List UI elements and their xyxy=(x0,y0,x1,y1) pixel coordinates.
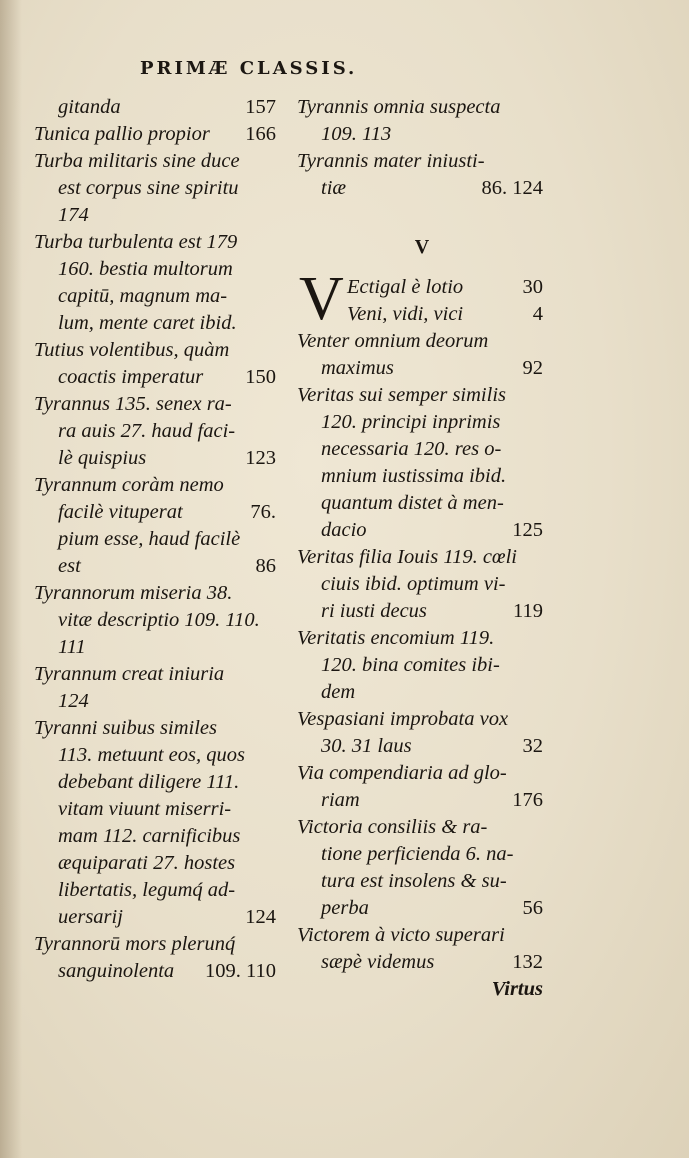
index-entry-line xyxy=(34,256,280,283)
entry-text: lum, mente caret ibid. xyxy=(58,312,237,334)
index-entry-line xyxy=(34,391,280,418)
catchword: Virtus xyxy=(491,978,543,1000)
entry-text: Tyrannum coràm nemo xyxy=(34,474,224,496)
entry-text: sæpè videmus xyxy=(321,951,435,973)
entry-text: Victoria consiliis & ra- xyxy=(297,816,488,838)
index-entry-line xyxy=(297,679,547,706)
entry-text: Tyrannus 135. senex ra- xyxy=(34,393,232,415)
initial-entry-block xyxy=(297,265,547,333)
page-reference: 124 xyxy=(245,906,276,928)
index-entry-line xyxy=(34,364,280,391)
entry-text: dem xyxy=(321,681,356,703)
index-entry-line xyxy=(34,958,280,985)
index-entry-line xyxy=(297,355,547,382)
entry-text: Tutius volentibus, quàm xyxy=(34,339,230,361)
index-entry-line xyxy=(297,598,547,625)
right-column-entries xyxy=(297,328,547,976)
entry-text: Tyrannum creat iniuria xyxy=(34,663,225,685)
entry-text: perba xyxy=(321,897,369,919)
index-entry-line xyxy=(34,607,280,634)
entry-text: vitæ descriptio 109. 110. xyxy=(58,609,260,631)
entry-text: necessaria 120. res o- xyxy=(321,438,502,460)
index-entry-line xyxy=(34,553,280,580)
entry-text: Veritas sui semper similis xyxy=(297,384,506,406)
index-entry-line xyxy=(297,706,547,733)
index-entry-line xyxy=(34,472,280,499)
index-entry-line xyxy=(34,175,280,202)
entry-text: 113. metuunt eos, quos xyxy=(58,744,245,766)
entry-text: Ectigal è lotio xyxy=(347,276,464,298)
entry-text: ra auis 27. haud faci- xyxy=(58,420,236,442)
index-entry-line xyxy=(297,121,547,148)
entry-text: 111 xyxy=(58,636,86,658)
entry-text: libertatis, legumq́ ad- xyxy=(58,879,236,901)
entry-text: riam xyxy=(321,789,360,811)
entry-text: Vespasiani improbata vox xyxy=(297,708,509,730)
index-entry-line xyxy=(297,94,547,121)
entry-text: Veritatis encomium 119. xyxy=(297,627,495,649)
entry-text: æquiparati 27. hostes xyxy=(58,852,236,874)
entry-text: Turba turbulenta est 179 xyxy=(34,231,238,253)
entry-text: Tyrannis mater iniusti- xyxy=(297,150,485,172)
entry-text: Victorem à victo superari xyxy=(297,924,505,946)
index-entry-line xyxy=(297,544,547,571)
entry-text: 174 xyxy=(58,204,89,226)
index-entry-line xyxy=(297,175,547,202)
index-entry-line xyxy=(34,742,280,769)
index-entry-line xyxy=(34,904,280,931)
section-letter-heading: V xyxy=(414,236,430,258)
page-reference: 56 xyxy=(522,897,543,919)
page-reference: 132 xyxy=(512,951,543,973)
entry-text: tione perficienda 6. na- xyxy=(321,843,514,865)
index-entry-line xyxy=(297,814,547,841)
entry-text: tiæ xyxy=(321,177,347,199)
index-entry-line xyxy=(297,760,547,787)
page-reference: 157 xyxy=(245,96,276,118)
index-entry-line xyxy=(297,868,547,895)
index-entry-line xyxy=(34,94,280,121)
index-entry-line xyxy=(34,526,280,553)
index-entry-line xyxy=(297,382,547,409)
entry-text: gitanda xyxy=(58,96,121,118)
page-reference: 4 xyxy=(532,303,543,325)
index-entry-line xyxy=(297,436,547,463)
index-entry-line xyxy=(34,580,280,607)
entry-text: sanguinolenta xyxy=(58,960,175,982)
entry-text: ri iusti decus xyxy=(321,600,427,622)
entry-text: Turba militaris sine duce xyxy=(34,150,240,172)
entry-text: 30. 31 laus xyxy=(321,735,412,757)
entry-text: Tyrannis omnia suspecta xyxy=(297,96,501,118)
index-entry-line xyxy=(34,148,280,175)
entry-text: 109. 113 xyxy=(321,123,392,145)
entry-text: 160. bestia multorum xyxy=(58,258,233,280)
page-reference: 125 xyxy=(512,519,543,541)
entry-text: ciuis ibid. optimum vi- xyxy=(321,573,506,595)
entry-text: est corpus sine spiritu xyxy=(58,177,239,199)
entry-text: Tyrannorū mors plerunq́ xyxy=(34,933,236,955)
index-entry-line xyxy=(34,931,280,958)
index-entry-line xyxy=(297,922,547,949)
index-entry-line xyxy=(34,418,280,445)
index-entry-line xyxy=(34,634,280,661)
index-entry-line xyxy=(34,877,280,904)
entry-text: quantum distet à men- xyxy=(321,492,504,514)
entry-text: mam 112. carnificibus xyxy=(58,825,241,847)
entry-text: Tyranni suibus similes xyxy=(34,717,217,739)
entry-text: 124 xyxy=(58,690,89,712)
index-entry-line xyxy=(297,328,547,355)
entry-text: Veni, vidi, vici xyxy=(347,303,464,325)
entry-text: maximus xyxy=(321,357,394,379)
index-entry-line xyxy=(34,688,280,715)
entry-text: uersarij xyxy=(58,906,123,928)
index-entry-line xyxy=(297,274,547,301)
page-reference: 123 xyxy=(245,447,276,469)
index-entry-line xyxy=(34,445,280,472)
index-entry-line xyxy=(34,229,280,256)
entry-text: dacio xyxy=(321,519,367,541)
entry-text: Tunica pallio propior xyxy=(34,123,210,145)
entry-text: pium esse, haud facilè xyxy=(58,528,241,550)
page-reference: 30 xyxy=(522,276,543,298)
index-entry-line xyxy=(297,148,547,175)
page-reference: 86 xyxy=(255,555,276,577)
index-entry-line xyxy=(34,283,280,310)
page-reference: 32 xyxy=(522,735,543,757)
page-reference: 86. 124 xyxy=(481,177,543,199)
index-entry-line xyxy=(297,463,547,490)
entry-text: facilè vituperat xyxy=(58,501,183,523)
page-reference: 76. xyxy=(250,501,276,523)
entry-text: est xyxy=(58,555,81,577)
page-reference: 176 xyxy=(512,789,543,811)
index-entry-line xyxy=(297,490,547,517)
index-entry-line xyxy=(34,850,280,877)
gutter-shadow xyxy=(0,0,22,1158)
page-reference: 109. 110 xyxy=(205,960,276,982)
index-entry-line xyxy=(34,499,280,526)
index-entry-line xyxy=(297,787,547,814)
index-entry-line xyxy=(297,652,547,679)
index-entry-line xyxy=(297,301,547,328)
running-head: PRIMÆ CLASSIS. xyxy=(140,58,358,79)
entry-text: vitam viuunt miserri- xyxy=(58,798,232,820)
index-entry-line xyxy=(34,337,280,364)
page-reference: 92 xyxy=(522,357,543,379)
entry-text: lè quispius xyxy=(58,447,147,469)
page-reference: 119 xyxy=(513,600,543,622)
index-entry-line xyxy=(297,841,547,868)
index-entry-line xyxy=(297,895,547,922)
index-entry-line xyxy=(297,733,547,760)
index-entry-line xyxy=(34,769,280,796)
entry-text: Via compendiaria ad glo- xyxy=(297,762,507,784)
index-entry-line xyxy=(34,715,280,742)
page-reference: 166 xyxy=(245,123,276,145)
entry-text: debebant diligere 111. xyxy=(58,771,240,793)
index-column-right xyxy=(297,94,547,1003)
index-entry-line xyxy=(34,310,280,337)
entry-text: capitū, magnum ma- xyxy=(58,285,228,307)
entry-text: mnium iustissima ibid. xyxy=(321,465,507,487)
entry-text: Venter omnium deorum xyxy=(297,330,489,352)
index-entry-line xyxy=(34,661,280,688)
entry-text: 120. bina comites ibi- xyxy=(321,654,500,676)
entry-text: Tyrannorum miseria 38. xyxy=(34,582,233,604)
index-entry-line xyxy=(297,571,547,598)
index-entry-line xyxy=(297,409,547,436)
index-entry-line xyxy=(297,517,547,544)
right-column-top-entries xyxy=(297,94,547,202)
index-entry-line xyxy=(34,121,280,148)
entry-text: tura est insolens & su- xyxy=(321,870,507,892)
index-entry-line xyxy=(297,625,547,652)
entry-text: coactis imperatur xyxy=(58,366,204,388)
drop-capital: V xyxy=(299,265,344,333)
index-entry-line xyxy=(297,949,547,976)
index-entry-line xyxy=(34,796,280,823)
entry-text: Veritas filia Iouis 119. cœli xyxy=(297,546,517,568)
page-reference: 150 xyxy=(245,366,276,388)
index-column-left xyxy=(34,94,280,985)
entry-text: 120. principi inprimis xyxy=(321,411,501,433)
index-entry-line xyxy=(34,202,280,229)
index-entry-line xyxy=(34,823,280,850)
